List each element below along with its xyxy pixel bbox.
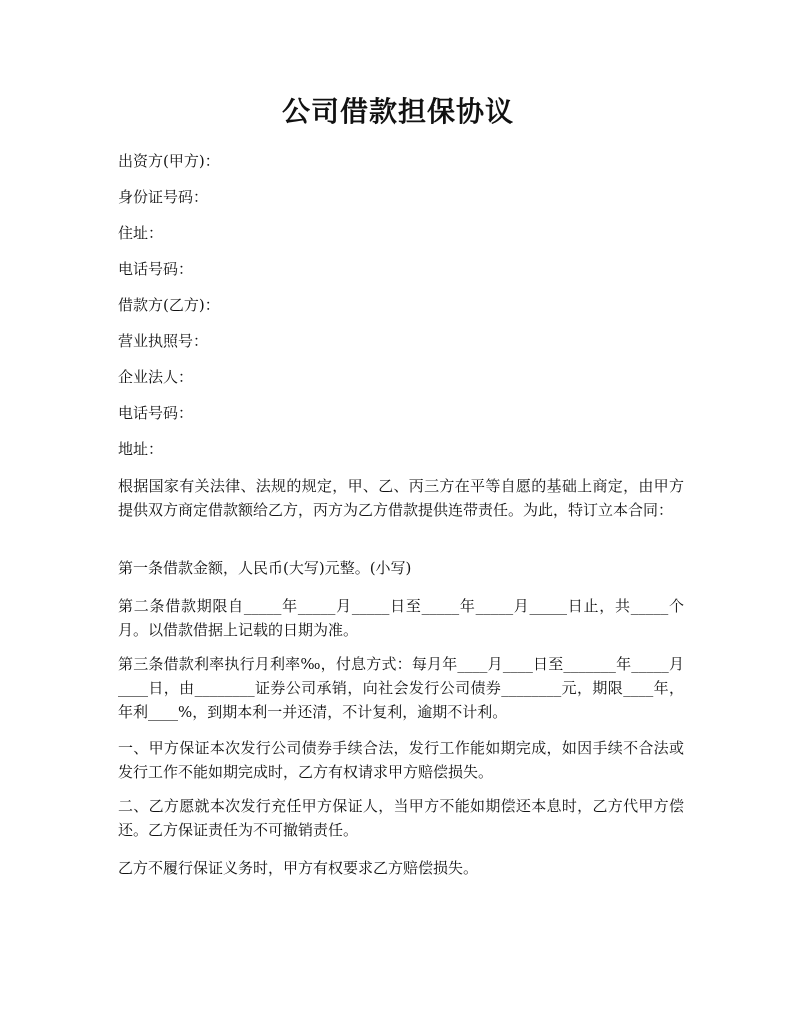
field-location: 地址： [118, 440, 164, 458]
field-phone: 电话号码： [118, 260, 194, 278]
paragraph-clause-1: 一、甲方保证本次发行公司债券手续合法，发行工作能如期完成，如因手续不合法或发行工作不能如期完成时，乙方有权请求甲方赔偿损失。 [118, 739, 684, 781]
paragraph-article-2: 第二条借款期限自_____年_____月_____日至_____年_____月_____日止，共_____个月。以借款借据上记载的日期为准。 [118, 597, 684, 639]
field-license-number: 营业执照号： [118, 332, 209, 350]
field-id-number: 身份证号码： [118, 188, 209, 206]
field-address: 住址： [118, 224, 164, 242]
paragraph-preamble: 根据国家有关法律、法规的规定，甲、乙、丙三方在平等自愿的基础上商定，由甲方提供双方商定借款额给乙方，丙方为乙方借款提供连带责任。为此，特订立本合同： [118, 477, 684, 519]
paragraph-clause-3: 乙方不履行保证义务时，甲方有权要求乙方赔偿损失。 [118, 859, 479, 877]
paragraph-clause-2: 二、乙方愿就本次发行充任甲方保证人，当甲方不能如期偿还本息时，乙方代甲方偿还。乙方保证责任为不可撤销责任。 [118, 797, 684, 839]
field-legal-representative: 企业法人： [118, 368, 194, 386]
field-borrower: 借款方(乙方)： [118, 296, 220, 314]
paragraph-article-1: 第一条借款金额，人民币(大写)元整。(小写) [118, 559, 412, 577]
field-lender: 出资方(甲方)： [118, 152, 220, 170]
field-phone-2: 电话号码： [118, 404, 194, 422]
paragraph-article-3: 第三条借款利率执行月利率‰，付息方式：每月年____月____日至_______年_____月____日，由________证券公司承销，向社会发行公司债券________元，期限____年，年利____%，到期本利一并还清，不计复利，逾期不计利。 [118, 655, 684, 721]
document-title: 公司借款担保协议 [281, 95, 514, 128]
